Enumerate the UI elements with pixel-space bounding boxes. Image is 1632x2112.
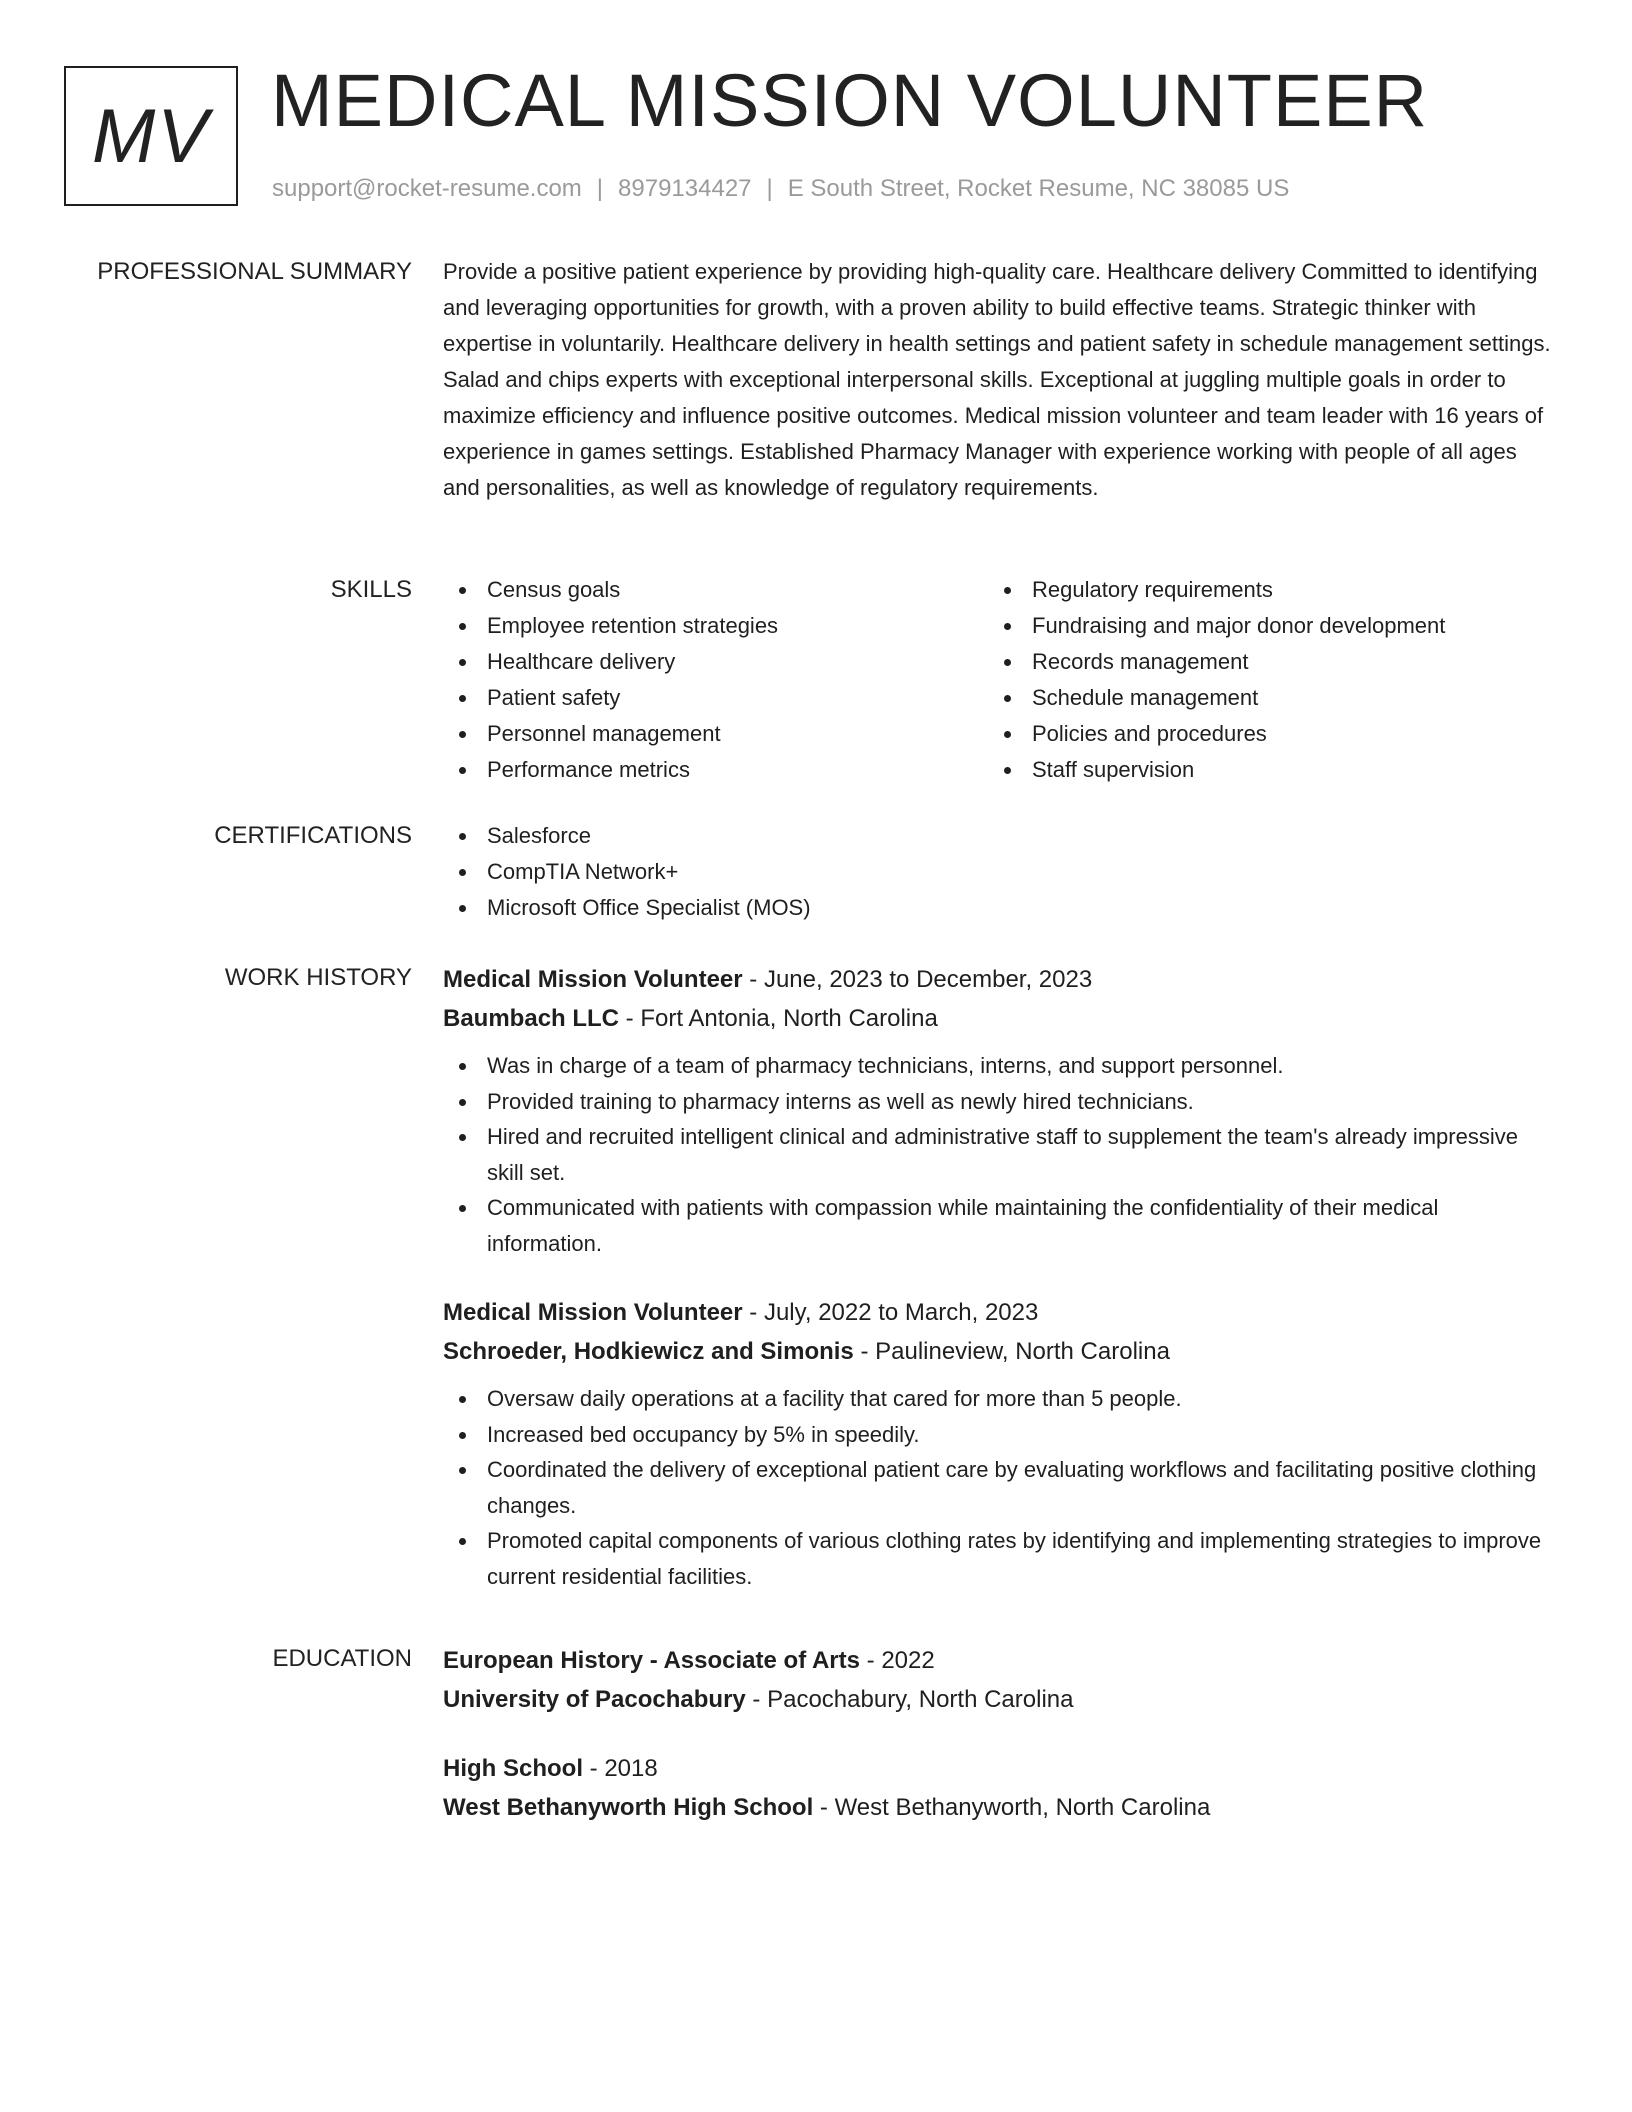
job-duty-item: Was in charge of a team of pharmacy technicians, interns, and support personnel.: [443, 1048, 1553, 1084]
education-degree: High School: [443, 1755, 583, 1782]
contact-separator: |: [596, 175, 604, 202]
job-duties-list: [443, 1381, 1553, 1594]
summary-content: [443, 254, 1553, 506]
monogram-initials: MV: [92, 93, 210, 179]
job-location: - Paulineview, North Carolina: [853, 1338, 1170, 1365]
job-dates: - July, 2022 to March, 2023: [742, 1299, 1039, 1326]
work-history-content: [443, 960, 1553, 1594]
certifications-content: [443, 818, 1553, 926]
education-degree-line: [443, 1749, 1553, 1788]
education-location: - Pacochabury, North Carolina: [745, 1686, 1074, 1713]
education-entry: [443, 1749, 1553, 1827]
contact-phone: 8979134427: [618, 175, 752, 202]
skill-item: Staff supervision: [988, 752, 1533, 788]
skill-item: Records management: [988, 644, 1533, 680]
education-year: - 2022: [859, 1647, 935, 1674]
contact-address: E South Street, Rocket Resume, NC 38085 US: [787, 175, 1290, 202]
job-duty-item: Provided training to pharmacy interns as well as newly hired technicians.: [443, 1084, 1553, 1120]
education-degree: European History - Associate of Arts: [443, 1647, 860, 1674]
education-content: [443, 1641, 1553, 1827]
job-dates: - June, 2023 to December, 2023: [742, 966, 1093, 993]
job-duty-item: Coordinated the delivery of exceptional patient care by evaluating workflows and facilitating positive clothing changes.: [443, 1452, 1553, 1523]
certification-item: CompTIA Network+: [443, 854, 1553, 890]
skill-item: Fundraising and major donor development: [988, 608, 1533, 644]
skills-heading: SKILLS: [330, 576, 412, 603]
skill-item: Schedule management: [988, 680, 1533, 716]
skills-list-left: [443, 572, 988, 788]
contact-separator: |: [766, 175, 773, 202]
skill-item: Policies and procedures: [988, 716, 1533, 752]
education-degree-line: [443, 1641, 1553, 1680]
education-year: - 2018: [583, 1755, 658, 1782]
job-title-line: [443, 960, 1553, 999]
job-duty-item: Increased bed occupancy by 5% in speedily.: [443, 1417, 1553, 1453]
certification-item: Salesforce: [443, 818, 1553, 854]
skill-item: Census goals: [443, 572, 988, 608]
skill-item: Healthcare delivery: [443, 644, 988, 680]
skill-item: Personnel management: [443, 716, 988, 752]
certification-item: Microsoft Office Specialist (MOS): [443, 890, 1553, 926]
work-history-heading: WORK HISTORY: [224, 964, 412, 991]
job-duty-item: Hired and recruited intelligent clinical and administrative staff to supplement the team's already impressive skill set.: [443, 1119, 1553, 1190]
education-location: - West Bethanyworth, North Carolina: [813, 1794, 1211, 1821]
job-entry: [443, 1293, 1553, 1594]
education-heading: EDUCATION: [272, 1645, 412, 1672]
skill-item: Patient safety: [443, 680, 988, 716]
education-entry: [443, 1641, 1553, 1719]
job-title-line: [443, 1293, 1553, 1332]
education-school-line: [443, 1788, 1553, 1827]
job-location: - Fort Antonia, North Carolina: [619, 1005, 938, 1032]
certifications-heading: CERTIFICATIONS: [214, 822, 412, 849]
education-school: West Bethanyworth High School: [443, 1794, 814, 1821]
job-title: Medical Mission Volunteer: [443, 966, 743, 993]
summary-heading: PROFESSIONAL SUMMARY: [97, 258, 412, 285]
skill-item: Performance metrics: [443, 752, 988, 788]
education-school-line: [443, 1680, 1553, 1719]
certifications-list: [443, 818, 1553, 926]
skills-columns: [443, 572, 1553, 788]
job-duty-item: Promoted capital components of various clothing rates by identifying and implementing strategies to improve current residential facilities.: [443, 1523, 1553, 1594]
job-title: Medical Mission Volunteer: [443, 1299, 743, 1326]
monogram-box: [64, 66, 238, 206]
job-company: Schroeder, Hodkiewicz and Simonis: [443, 1338, 854, 1365]
contact-line: [272, 175, 1289, 203]
education-school: University of Pacochabury: [443, 1686, 746, 1713]
job-duties-list: [443, 1048, 1553, 1261]
job-entry: [443, 960, 1553, 1261]
page-title: MEDICAL MISSION VOLUNTEER: [271, 59, 1429, 142]
job-duty-item: Oversaw daily operations at a facility that cared for more than 5 people.: [443, 1381, 1553, 1417]
summary-text: Provide a positive patient experience by providing high-quality care. Healthcare delivery Committed to identifying and leveraging opportunities for growth, with a proven ability to build effective teams. Strategic thinker with expertise in voluntarily. Healthcare delivery in health settings and patient safety in schedule management settings. Salad and chips experts with exceptional interpersonal skills. Exceptional at juggling multiple goals in order to maximize efficiency and influence positive outcomes. Medical mission volunteer and team leader with 16 years of experience in games settings. Established Pharmacy Manager with experience working with people of all ages and personalities, as well as knowledge of regulatory requirements.: [443, 259, 1551, 500]
skills-list-right: [988, 572, 1533, 788]
job-company-line: [443, 1332, 1553, 1371]
contact-email: support@rocket-resume.com: [272, 175, 582, 202]
skill-item: Regulatory requirements: [988, 572, 1533, 608]
job-company: Baumbach LLC: [443, 1005, 620, 1032]
job-company-line: [443, 999, 1553, 1038]
job-duty-item: Communicated with patients with compassion while maintaining the confidentiality of their medical information.: [443, 1190, 1553, 1261]
skill-item: Employee retention strategies: [443, 608, 988, 644]
